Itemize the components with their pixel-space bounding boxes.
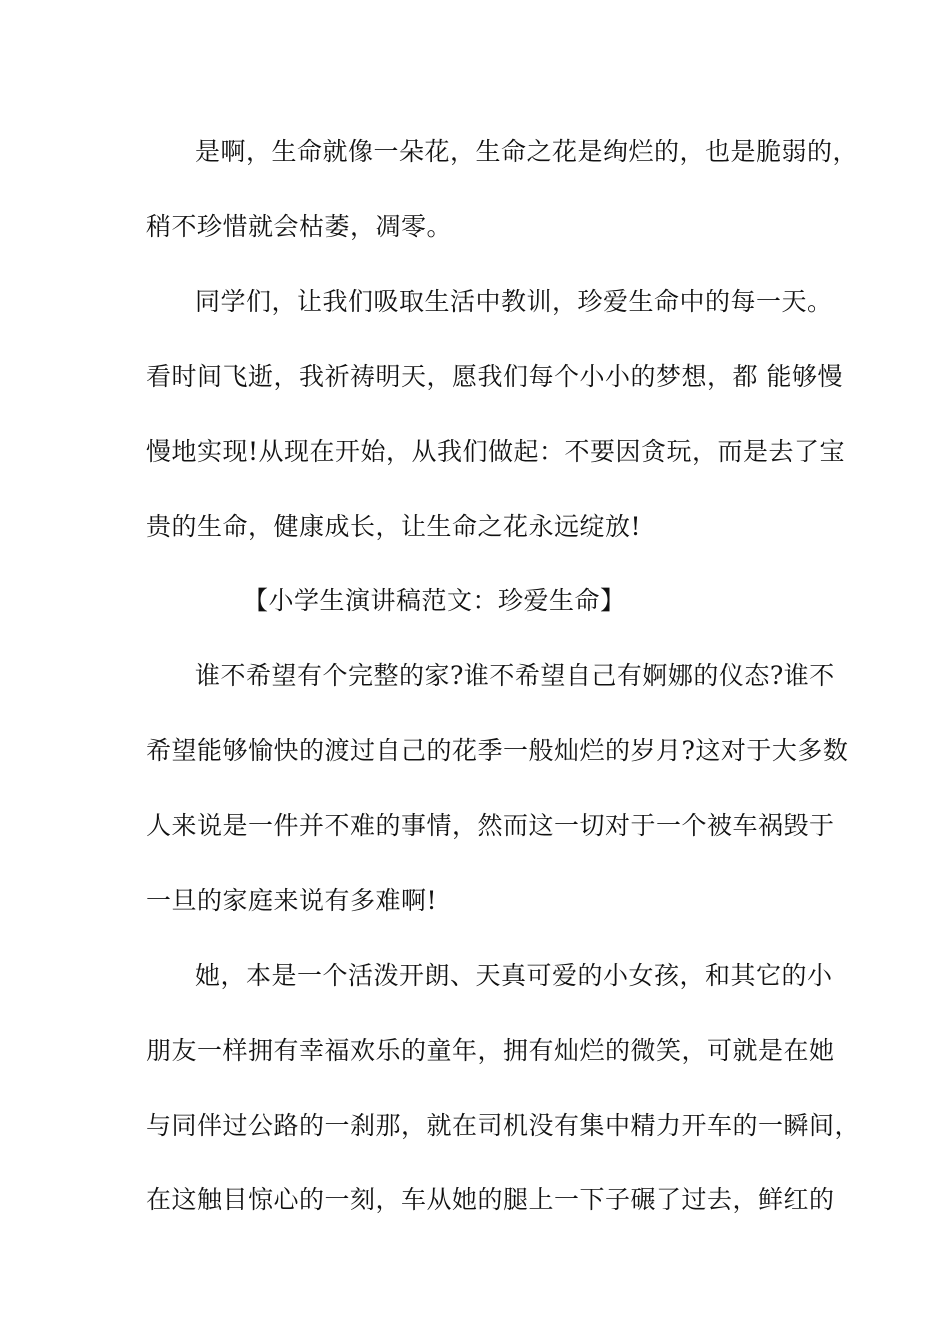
paragraph-line: 慢地实现!从现在开始，从我们做起：不要因贪玩，而是去了宝	[146, 437, 846, 466]
paragraph-line: 贵的生命，健康成长，让生命之花永远绽放!	[146, 512, 642, 541]
paragraph-line: 看时间飞逝，我祈祷明天，愿我们每个小小的梦想，都 能够慢	[146, 362, 843, 391]
paragraph-line: 朋友一样拥有幸福欢乐的童年，拥有灿烂的微笑，可就是在她	[146, 1036, 835, 1065]
paragraph-line: 谁不希望有个完整的家?谁不希望自己有婀娜的仪态?谁不	[195, 661, 835, 690]
paragraph-line: 希望能够愉快的渡过自己的花季一般灿烂的岁月?这对于大多数	[146, 736, 849, 765]
paragraph-line: 她，本是一个活泼开朗、天真可爱的小女孩，和其它的小	[195, 961, 833, 990]
paragraph-line: 稍不珍惜就会枯萎，凋零。	[146, 212, 453, 241]
paragraph-line: 一旦的家庭来说有多难啊!	[146, 886, 438, 915]
section-heading: 【小学生演讲稿范文：珍爱生命】	[243, 586, 626, 615]
paragraph-line: 与同伴过公路的一刹那，就在司机没有集中精力开车的一瞬间，	[146, 1111, 861, 1140]
paragraph-line: 是啊，生命就像一朵花，生命之花是绚烂的，也是脆弱的，	[195, 137, 859, 166]
paragraph-line: 同学们，让我们吸取生活中教训，珍爱生命中的每一天。	[195, 287, 833, 316]
paragraph-line: 在这触目惊心的一刻，车从她的腿上一下子碾了过去，鲜红的	[146, 1185, 835, 1214]
paragraph-line: 人来说是一件并不难的事情，然而这一切对于一个被车祸毁于	[146, 811, 835, 840]
